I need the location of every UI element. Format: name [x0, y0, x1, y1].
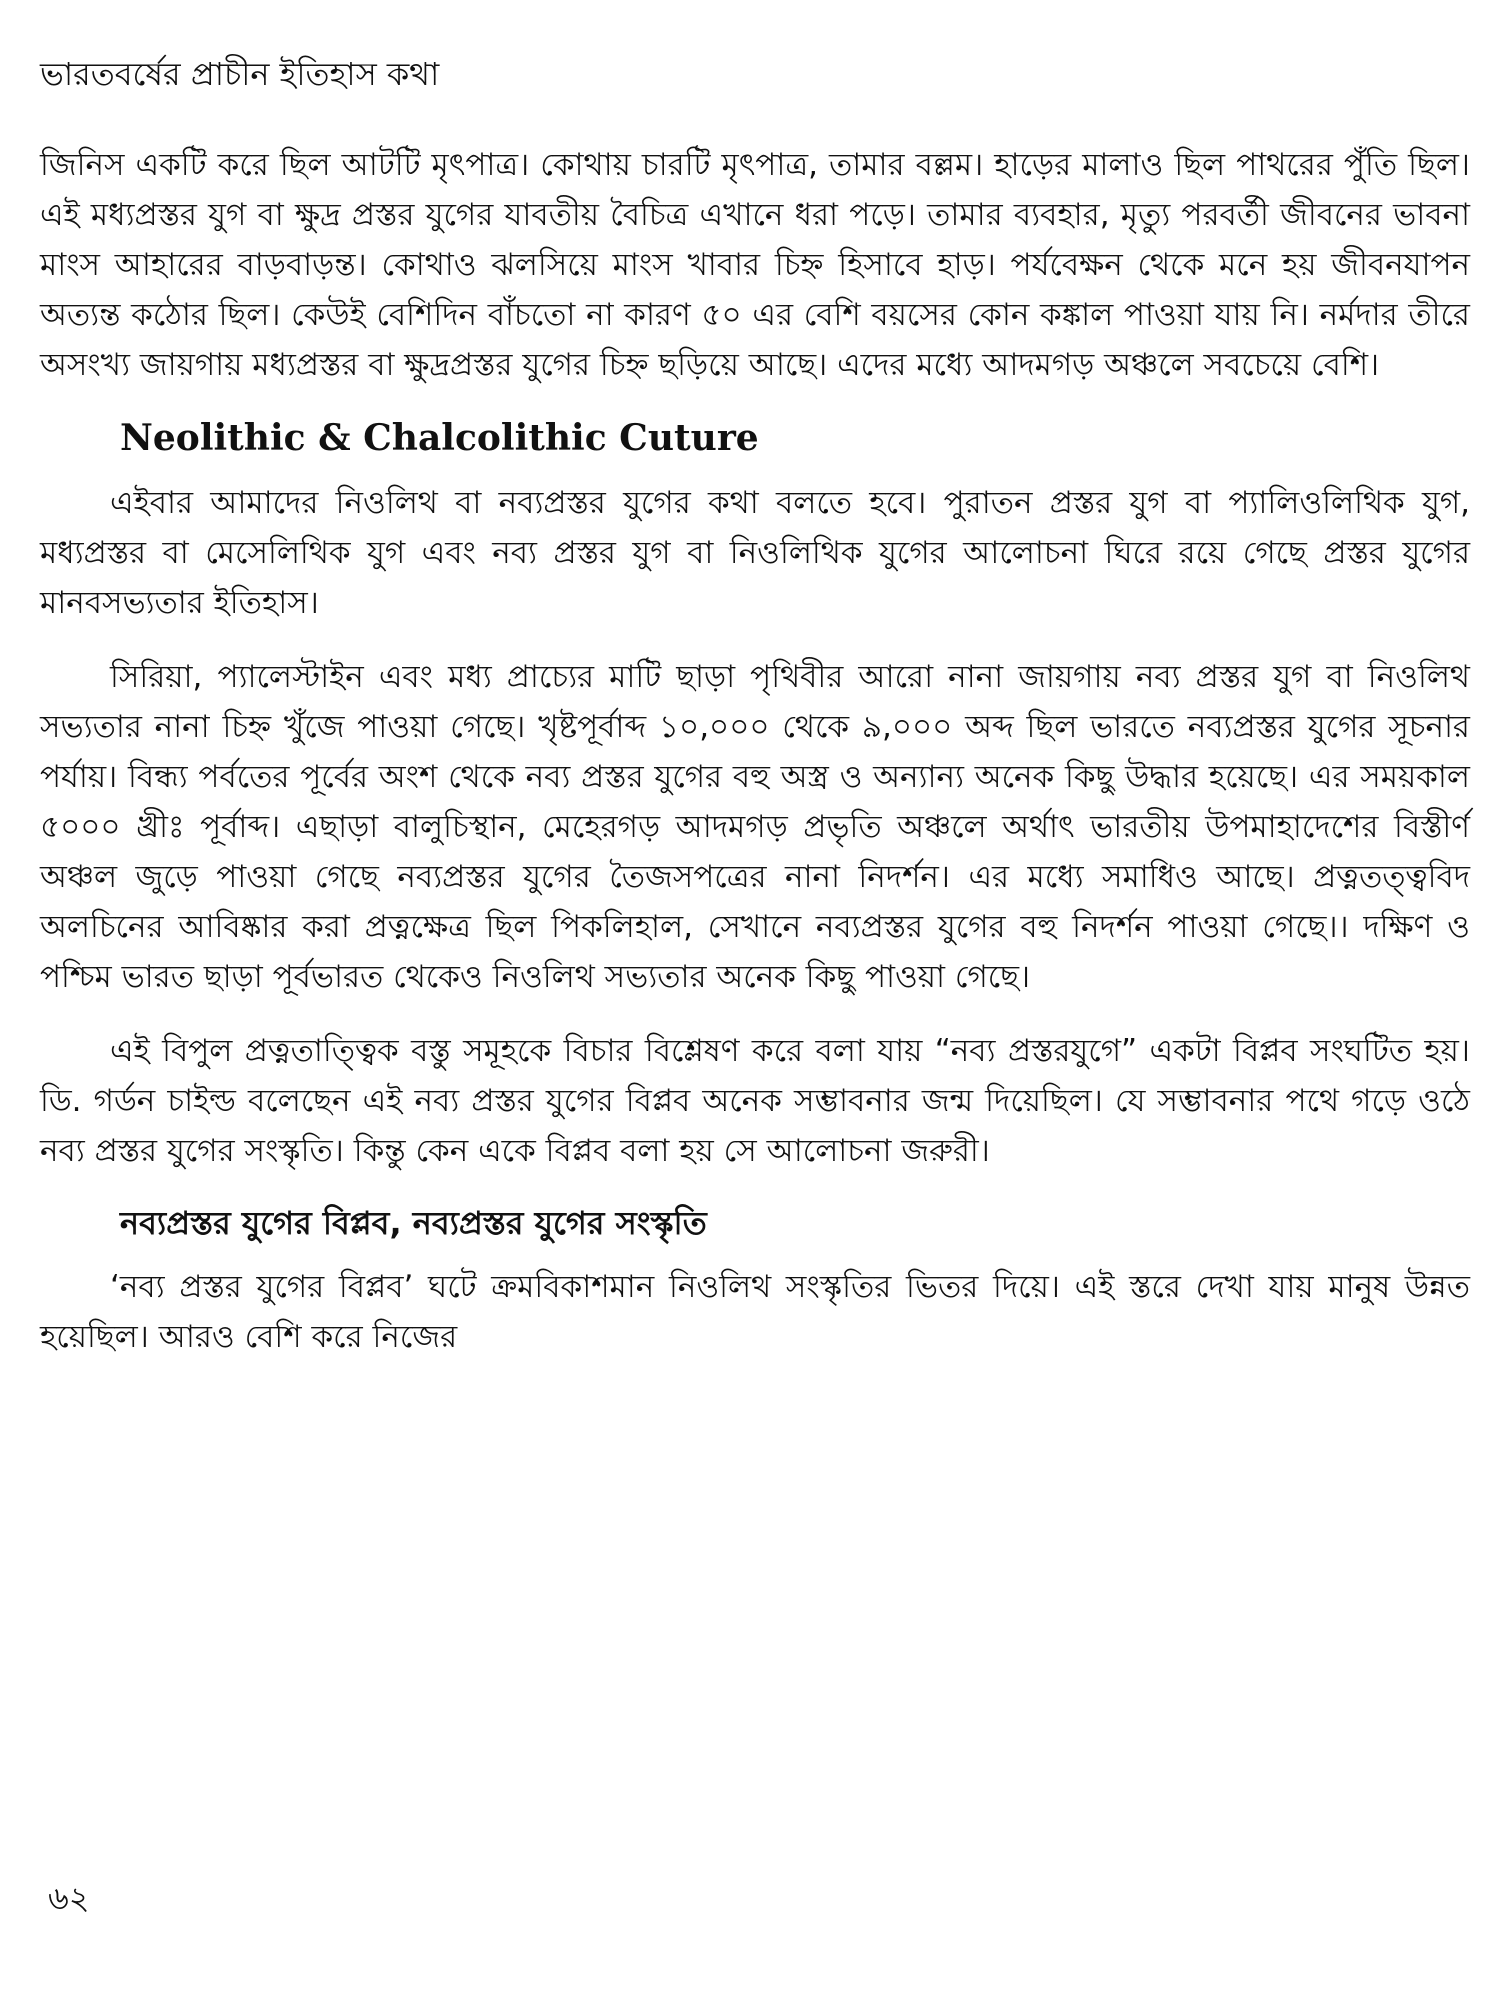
paragraph-neolithic-sites: সিরিয়া, প্যালেস্টাইন এবং মধ্য প্রাচ্যের মাটি ছাড়া পৃথিবীর আরো নানা জায়গায় নব্য প্রস্তর যুগ বা নিওলিথ সভ্যতার নানা চিহ্ন খুঁজে পাওয়া গেছে। খৃষ্টপূর্বাব্দ ১০,০০০ থেকে ৯,০০০ অব্দ ছিল ভারতে নব্যপ্রস্তর যুগের সূচনার পর্যায়। বিন্ধ্য পর্বতের পূর্বের অংশ থেকে নব্য প্রস্তর যুগের বহু অস্ত্র ও অন্যান্য অনেক কিছু উদ্ধার হয়েছে। এর সময়কাল ৫০০০ খ্রীঃ পূর্বাব্দ। এছাড়া বালুচিস্থান, মেহেরগড় আদমগড় প্রভৃতি অঞ্চলে অর্থাৎ ভারতীয় উপমাহাদেশের বিস্তীর্ণ অঞ্চল জুড়ে পাওয়া গেছে নব্যপ্রস্তর যুগের তৈজসপত্রের নানা নিদর্শন। এর মধ্যে সমাধিও আছে। প্রত্নতত্ত্ববিদ অলচিনের আবিষ্কার করা প্রত্নক্ষেত্র ছিল পিকলিহাল, সেখানে নব্যপ্রস্তর যুগের বহু নিদর্শন পাওয়া গেছে।। দক্ষিণ ও পশ্চিম ভারত ছাড়া পূর্বভারত থেকেও নিওলিথ সভ্যতার অনেক কিছু পাওয়া গেছে। [40, 659, 1470, 995]
section-heading-neolithic: Neolithic & Chalcolithic Cuture [120, 417, 759, 459]
page-number: ৬২ [48, 1879, 90, 1917]
paragraph-continuation: জিনিস একটি করে ছিল আটটি মৃৎপাত্র। কোথায় চারটি মৃৎপাত্র, তামার বল্লম। হাড়ের মালাও ছিল পাথরের পুঁতি ছিল। এই মধ্যপ্রস্তর যুগ বা ক্ষুদ্র প্রস্তর যুগের যাবতীয় বৈচিত্র এখানে ধরা পড়ে। তামার ব্যবহার, মৃত্যু পরবর্তী জীবনের ভাবনা মাংস আহারের বাড়বাড়ন্ত। কোথাও ঝলসিয়ে মাংস খাবার চিহ্ন হিসাবে হাড়। পর্যবেক্ষন থেকে মনে হয় জীবনযাপন অত্যন্ত কঠোর ছিল। কেউই বেশিদিন বাঁচতো না কারণ ৫০ এর বেশি বয়সের কোন কঙ্কাল পাওয়া যায় নি। নর্মদার তীরে অসংখ্য জায়গায় মধ্যপ্রস্তর বা ক্ষুদ্রপ্রস্তর যুগের চিহ্ন ছড়িয়ে আছে। এদের মধ্যে আদমগড় অঞ্চলে সবচেয়ে বেশি। [40, 147, 1470, 383]
section-heading-revolution: নব্যপ্রস্তর যুগের বিপ্লব, নব্যপ্রস্তর যুগের সংস্কৃতি [120, 1204, 707, 1242]
paragraph-revolution: এই বিপুল প্রত্নতাত্ত্বিক বস্তু সমূহকে বিচার বিশ্লেষণ করে বলা যায় “নব্য প্রস্তরযুগে” একটা বিপ্লব সংঘটিত হয়। ডি. গর্ডন চাইল্ড বলেছেন এই নব্য প্রস্তর যুগের বিপ্লব অনেক সম্ভাবনার জন্ম দিয়েছিল। যে সম্ভাবনার পথে গড়ে ওঠে নব্য প্রস্তর যুগের সংস্কৃতি। কিন্তু কেন একে বিপ্লব বলা হয় সে আলোচনা জরুরী। [40, 1033, 1470, 1169]
running-header: ভারতবর্ষের প্রাচীন ইতিহাস কথা [40, 55, 440, 93]
page-body [40, 140, 1470, 1362]
paragraph-neolithic-intro: এইবার আমাদের নিওলিথ বা নব্যপ্রস্তর যুগের কথা বলতে হবে। পুরাতন প্রস্তর যুগ বা প্যালিওলিথিক যুগ, মধ্যপ্রস্তর বা মেসেলিথিক যুগ এবং নব্য প্রস্তর যুগ বা নিওলিথিক যুগের আলোচনা ঘিরে রয়ে গেছে প্রস্তর যুগের মানবসভ্যতার ইতিহাস। [40, 485, 1470, 621]
paragraph-revolution-culture: ‘নব্য প্রস্তর যুগের বিপ্লব’ ঘটে ক্রমবিকাশমান নিওলিথ সংস্কৃতির ভিতর দিয়ে। এই স্তরে দেখা যায় মানুষ উন্নত হয়েছিল। আরও বেশি করে নিজের [40, 1269, 1470, 1355]
